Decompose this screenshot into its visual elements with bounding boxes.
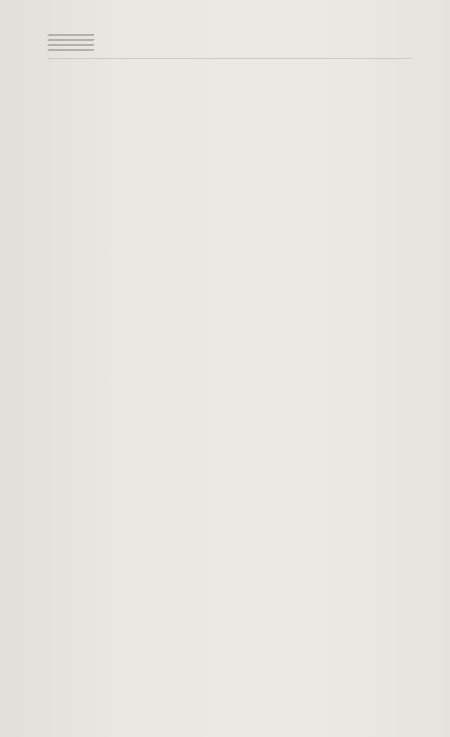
header-rule <box>48 58 412 59</box>
publisher-logo-icon <box>48 34 94 56</box>
